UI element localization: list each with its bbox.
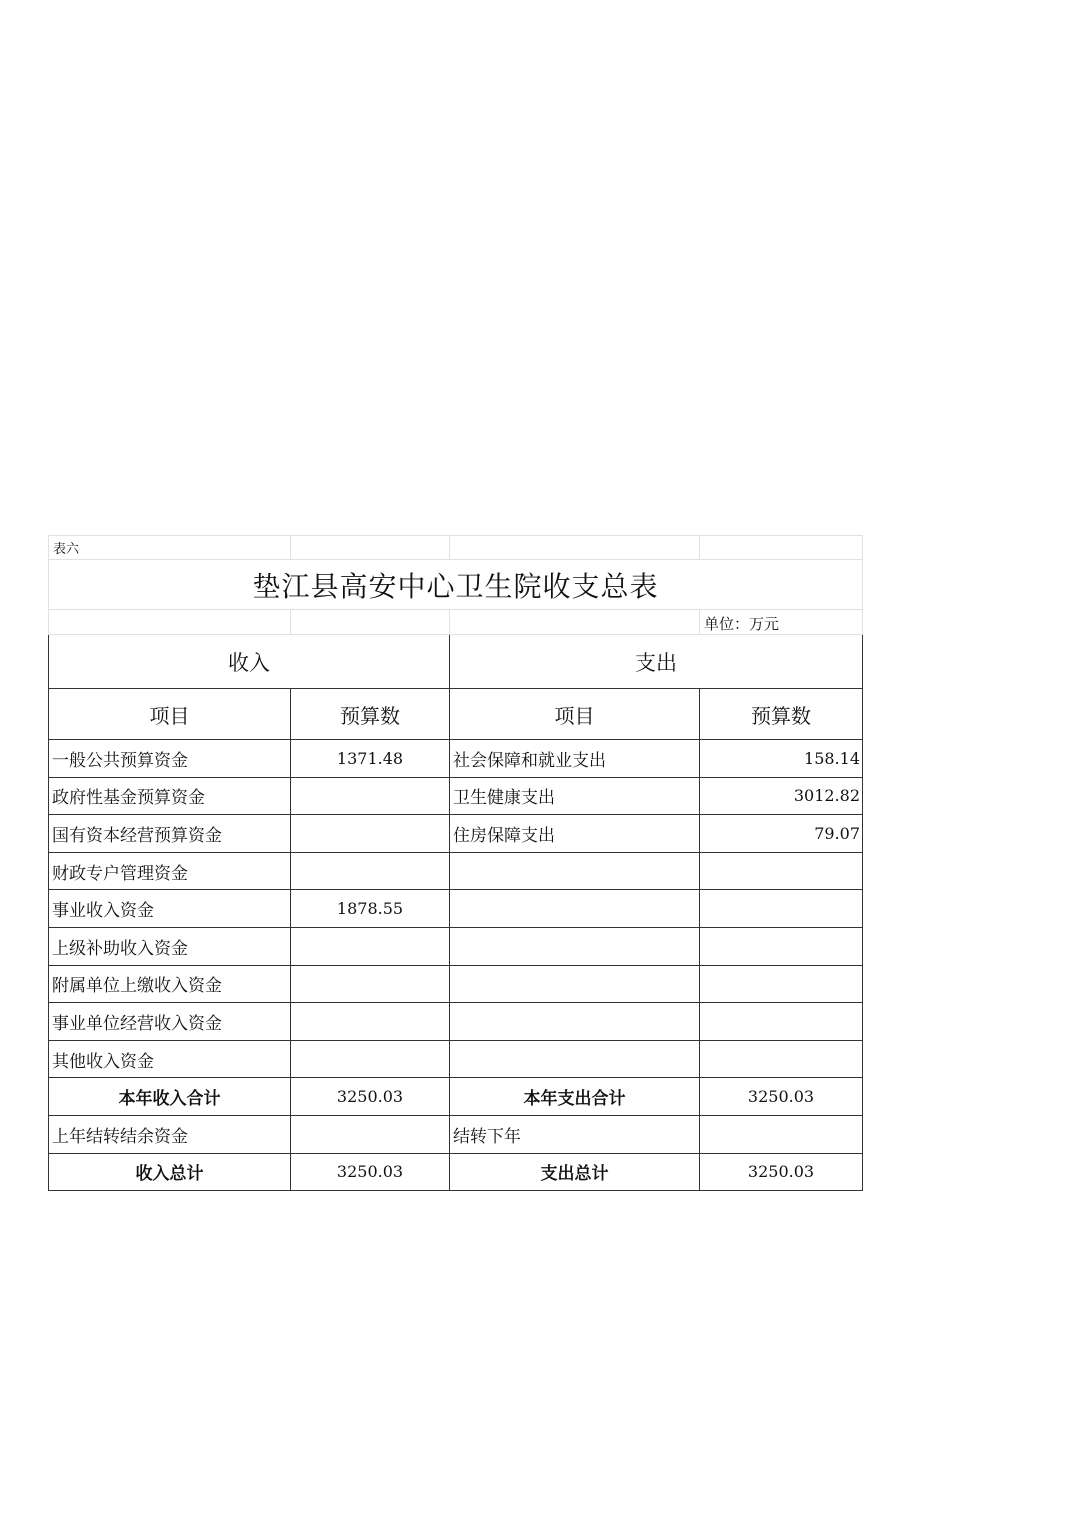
expense-value-cell <box>700 890 863 928</box>
expense-item-cell: 社会保障和就业支出 <box>450 740 700 778</box>
grand-income-total-value: 3250.03 <box>291 1153 450 1191</box>
expense-item-cell <box>450 927 700 965</box>
income-item-cell: 事业单位经营收入资金 <box>49 1003 291 1041</box>
title-row <box>49 560 863 610</box>
income-value-cell <box>291 965 450 1003</box>
income-value-cell: 1371.48 <box>291 740 450 778</box>
income-item-cell: 附属单位上缴收入资金 <box>49 965 291 1003</box>
unit-row <box>49 610 863 635</box>
expense-item-header: 项目 <box>450 689 700 740</box>
expense-item-cell: 住房保障支出 <box>450 815 700 853</box>
table-row <box>49 777 863 815</box>
year-total-row <box>49 1078 863 1116</box>
expense-item-cell <box>450 965 700 1003</box>
table-row <box>49 965 863 1003</box>
income-item-cell: 国有资本经营预算资金 <box>49 815 291 853</box>
grand-total-row <box>49 1153 863 1191</box>
income-item-cell: 财政专户管理资金 <box>49 852 291 890</box>
grand-expense-total-label: 支出总计 <box>450 1153 700 1191</box>
income-section-header: 收入 <box>49 635 450 689</box>
year-expense-total-value: 3250.03 <box>700 1078 863 1116</box>
expense-item-cell <box>450 852 700 890</box>
expense-section-header: 支出 <box>450 635 863 689</box>
expense-value-cell <box>700 965 863 1003</box>
expense-item-cell <box>450 890 700 928</box>
grand-income-total-label: 收入总计 <box>49 1153 291 1191</box>
expense-item-cell: 卫生健康支出 <box>450 777 700 815</box>
income-budget-header: 预算数 <box>291 689 450 740</box>
year-income-total-label: 本年收入合计 <box>49 1078 291 1116</box>
table-row <box>49 1040 863 1078</box>
income-value-cell <box>291 815 450 853</box>
carry-expense-value <box>700 1115 863 1153</box>
income-value-cell <box>291 852 450 890</box>
income-value-cell <box>291 1003 450 1041</box>
expense-value-cell <box>700 1003 863 1041</box>
year-expense-total-label: 本年支出合计 <box>450 1078 700 1116</box>
carry-expense-label: 结转下年 <box>450 1115 700 1153</box>
income-value-cell <box>291 1040 450 1078</box>
tag-row <box>49 536 863 560</box>
expense-value-cell: 3012.82 <box>700 777 863 815</box>
year-income-total-value: 3250.03 <box>291 1078 450 1116</box>
table-row <box>49 815 863 853</box>
expense-item-cell <box>450 1003 700 1041</box>
table-row <box>49 740 863 778</box>
table-row <box>49 890 863 928</box>
table-row <box>49 1003 863 1041</box>
income-item-cell: 事业收入资金 <box>49 890 291 928</box>
income-value-cell <box>291 777 450 815</box>
income-item-cell: 其他收入资金 <box>49 1040 291 1078</box>
page-title: 垫江县高安中心卫生院收支总表 <box>49 560 863 610</box>
section-header-row <box>49 635 863 689</box>
carry-over-row <box>49 1115 863 1153</box>
expense-value-cell <box>700 927 863 965</box>
expense-item-cell <box>450 1040 700 1078</box>
grand-expense-total-value: 3250.03 <box>700 1153 863 1191</box>
expense-value-cell <box>700 852 863 890</box>
expense-value-cell: 79.07 <box>700 815 863 853</box>
income-value-cell: 1878.55 <box>291 890 450 928</box>
unit-label: 单位：万元 <box>700 610 863 635</box>
budget-summary-table <box>48 535 863 1191</box>
income-value-cell <box>291 927 450 965</box>
income-item-header: 项目 <box>49 689 291 740</box>
carry-income-value <box>291 1115 450 1153</box>
income-item-cell: 政府性基金预算资金 <box>49 777 291 815</box>
table-tag: 表六 <box>49 536 291 560</box>
income-item-cell: 一般公共预算资金 <box>49 740 291 778</box>
column-header-row <box>49 689 863 740</box>
income-item-cell: 上级补助收入资金 <box>49 927 291 965</box>
expense-budget-header: 预算数 <box>700 689 863 740</box>
expense-value-cell: 158.14 <box>700 740 863 778</box>
table-row <box>49 927 863 965</box>
expense-value-cell <box>700 1040 863 1078</box>
carry-income-label: 上年结转结余资金 <box>49 1115 291 1153</box>
table-row <box>49 852 863 890</box>
